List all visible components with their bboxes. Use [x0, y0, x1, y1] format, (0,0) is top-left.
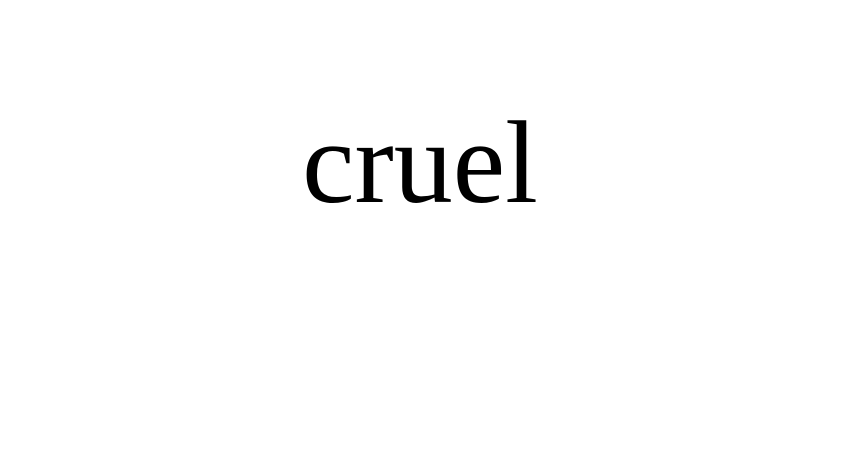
display-word: cruel: [302, 97, 538, 228]
